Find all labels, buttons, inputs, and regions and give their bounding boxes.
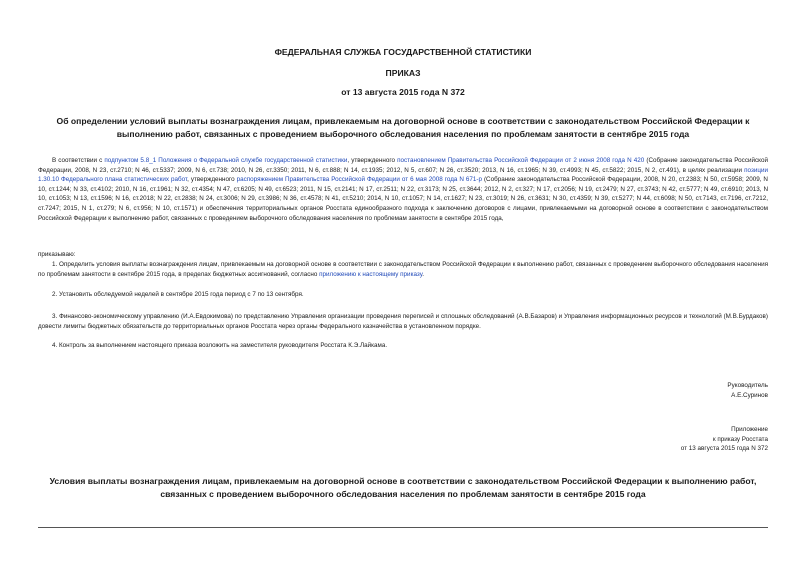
document-type-heading: ПРИКАЗ	[385, 68, 421, 78]
preamble-text-4: , утвержденного	[187, 176, 237, 184]
preamble-paragraph	[38, 156, 768, 223]
link-government-decree-420[interactable]: постановлением Правительства Российской Федерации от 2 июня 2008 года N 420	[397, 157, 645, 164]
appendix-date: от 13 августа 2015 года N 372	[680, 445, 768, 453]
signature-role: Руководитель	[727, 382, 768, 389]
divider-line	[38, 527, 768, 528]
appendix-label: Приложение	[731, 426, 768, 433]
order-item-2: 2. Установить обследуемой неделей в сентябре 2015 года период с 7 по 13 сентября.	[52, 291, 304, 298]
ordered-label: приказываю:	[38, 251, 76, 258]
preamble-text-2: , утвержденного	[347, 157, 398, 164]
order-item-3: 3. Финансово-экономическому управлению (И.А.Евдокимова) по представлению Управления организации проведения переписей и сплошных обследований (А.В.Базаров) и Управления информационных ресурсов и технологий (М.В.Бурдаков) довести лимиты бюджетных обязательств до территориальных органов Росстата через органы Федерального казначейства в установленном порядке.	[38, 313, 768, 330]
item1-text-2: .	[422, 270, 424, 278]
link-government-order-671[interactable]: распоряжением Правительства Российской Федерации от 6 мая 2008 года N 671-р	[236, 176, 482, 184]
signature-block	[727, 381, 768, 400]
preamble-text-5: (Собрание законодательства Российской Федерации, 2008, N 20, ст.2383; N 50, ст.5958; 2009, N 10, ст.1244; N 33, ст.4102; 2010, N 16, ст.1961; N 32, ст.4354; N 47, ст.6205; N 49, ст.6523; 2011, N 15, ст.2141; N 17, ст.2511; N 22, ст.3173; N 25, ст.3644; 2012, N 2, ст.327; N 17, ст.2056; N 19, ст.2479; N 27, ст.3743; N 42, ст.5777; N 49, ст.6910; 2013, N 10, ст.1053; N 13, ст.1596; N 16, ст.2018; N 22, ст.2838; N 24, ст.3006; N 29, ст.3986; N 36, ст.4578; N 41, ст.5210; 2014, N 10, ст.1057; N 14, ст.1627; N 23, ст.3019; N 26, ст.3631; N 30, ст.4359; N 39, ст.5277; N 44, ст.6098; N 50, ст.7143, ст.7196, ст.7212, ст.7247; 2015, N 1, ст.279; N 6, ст.956; N 10, ст.1571) и обеспечения территориальных органов Росстата единообразного подхода к заключению договоров с лицами, привлекаемыми на договорной основе в соответствии с законодательством Российской Федерации к выполнению работ, связанных с проведением выборочного обследования населения по проблемам занятости в сентябре 2015 года,	[38, 176, 768, 222]
link-regulation-subpoint[interactable]: подпунктом 5.8_1 Положения о Федеральной службе государственной статистики	[104, 157, 348, 164]
appendix-reference-block	[681, 425, 768, 454]
signature-name: А.Е.Суринов	[731, 391, 768, 399]
appendix-order-ref: к приказу Росстата	[712, 435, 768, 443]
preamble-text-1: В соответствии с	[52, 157, 105, 164]
order-item-4: 4. Контроль за выполнением настоящего приказа возложить на заместителя руководителя Росстата К.Э.Лайкама.	[52, 342, 388, 349]
preamble-text-3: (Собрание законодательства Российской Федерации, 2008, N 23, ст.2710; N 46, ст.5337; 2009, N 6, ст.738; 2010, N 26, ст.3350; 2011, N 6, ст.888; N 14, ст.1935; 2012, N 5, ст.607; N 26, ст.3520; 2013, N 16, ст.1965; N 39, ст.4993; N 45, ст.5822; 2015, N 2, ст.491), в целях реализации	[38, 157, 768, 174]
link-appendix[interactable]: приложению к настоящему приказу	[319, 270, 423, 278]
appendix-title: Условия выплаты вознаграждения лицам, привлекаемым на договорной основе в соответствии с законодательством Российской Федерации к выполнению работ, связанных с проведением выборочного обследования населения по проблемам занятости в сентябре 2015 года	[49, 476, 757, 499]
organization-heading: ФЕДЕРАЛЬНАЯ СЛУЖБА ГОСУДАРСТВЕННОЙ СТАТИСТИКИ	[274, 47, 532, 57]
order-item-1	[38, 260, 768, 279]
item1-text-1: 1. Определить условия выплаты вознаграждения лицам, привлекаемым на договорной основе в соответствии с законодательством Российской Федерации к выполнению работ, связанных с проведением выборочного обследования населения по проблемам занятости в сентябре 2015 года, в пределах бюджетных ассигнований, согласно	[38, 261, 768, 278]
link-statistical-plan-position[interactable]: позиции 1.30.10 Федерального плана статистических работ	[38, 166, 768, 184]
order-title: Об определении условий выплаты вознаграждения лицам, привлекаемым на договорной основе в соответствии с законодательством Российской Федерации к выполнению работ, связанных с проведением выборочного обследования населения по проблемам занятости в сентябре 2015 года	[56, 116, 750, 139]
order-date-number: от 13 августа 2015 года N 372	[341, 87, 465, 97]
